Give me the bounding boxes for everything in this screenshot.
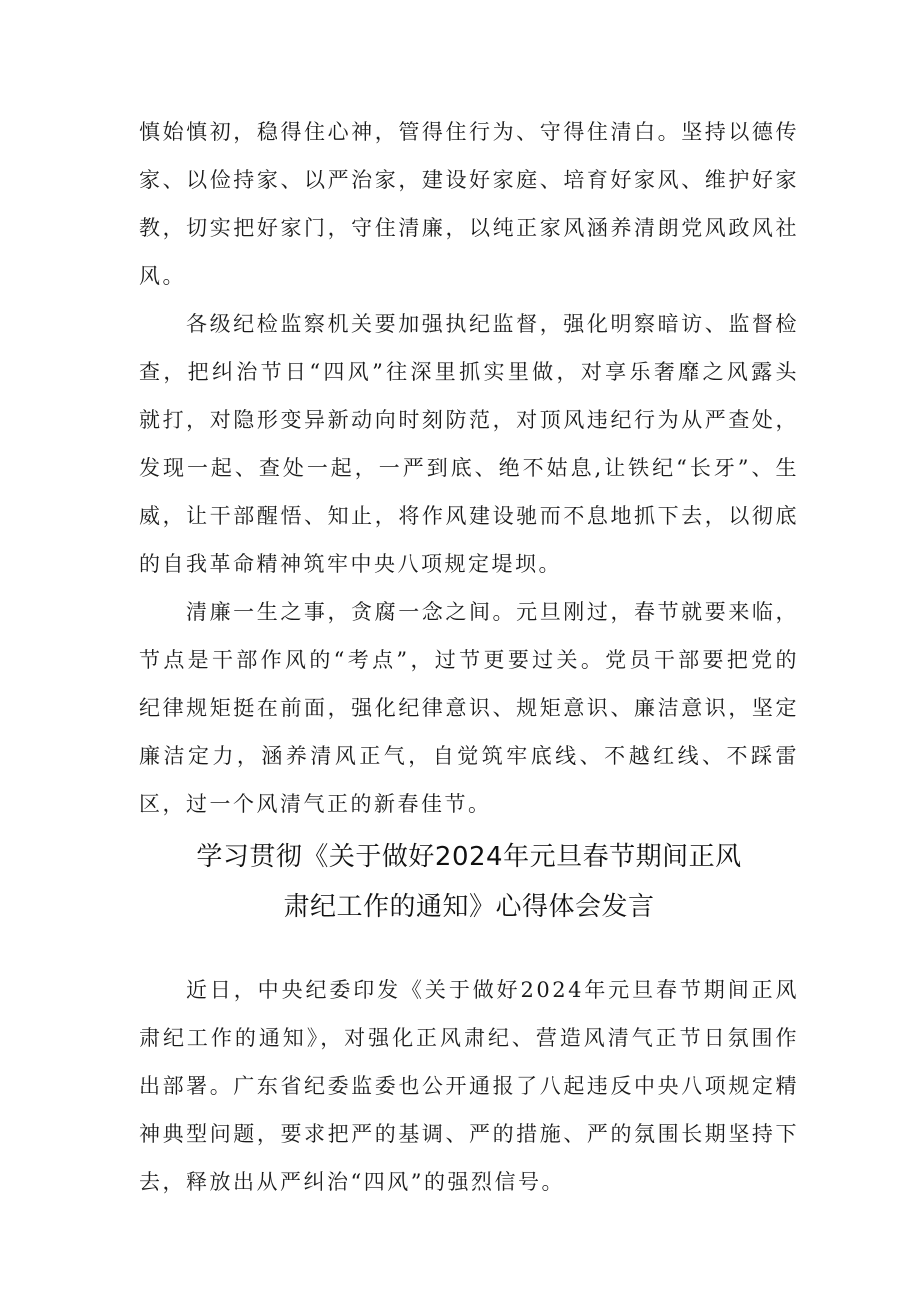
- body-paragraph-supervision: 各级纪检监察机关要加强执纪监督，强化明察暗访、监督检查，把纠治节日“四风”往深里抓实里做，对享乐奢靡之风露头就打，对隐形变异新动向时刻防范，对顶风违纪行为从严查处，发现一起、查处一起，一严到底、绝不姑息,让铁纪“长牙”、生威，让干部醒悟、知止，将作风建设驰而不息地抓下去，以彻底的自我革命精神筑牢中央八项规定堤坝。: [139, 312, 799, 576]
- heading-spacer: [139, 932, 799, 966]
- section-heading-line-2: 肃纪工作的通知》心得体会发言: [283, 892, 655, 922]
- section-heading: [139, 832, 799, 932]
- section-heading-line-1: 学习贯彻《关于做好2024年元旦春节期间正风: [196, 842, 742, 872]
- body-paragraph-intro: 近日，中央纪委印发《关于做好2024年元旦春节期间正风肃纪工作的通知》，对强化正风肃纪、营造风清气正节日氛围作出部署。广东省纪委监委也公开通报了八起违反中央八项规定精神典型问题，要求把严的基调、严的措施、严的氛围长期坚持下去，释放出从严纠治“四风”的强烈信号。: [139, 978, 799, 1194]
- body-paragraph-integrity: 清廉一生之事，贪腐一念之间。元旦刚过，春节就要来临，节点是干部作风的“考点”，过节更要过关。党员干部要把党的纪律规矩挺在前面，强化纪律意识、规矩意识、廉洁意识，坚定廉洁定力，涵养清风正气，自觉筑牢底线、不越红线、不踩雷区，过一个风清气正的新春佳节。: [139, 600, 799, 816]
- document-page: [139, 108, 799, 1206]
- body-paragraph-continued: 慎始慎初，稳得住心神，管得住行为、守得住清白。坚持以德传家、以俭持家、以严治家，建设好家庭、培育好家风、维护好家教，切实把好家门，守住清廉，以纯正家风涵养清朗党风政风社风。: [139, 120, 799, 288]
